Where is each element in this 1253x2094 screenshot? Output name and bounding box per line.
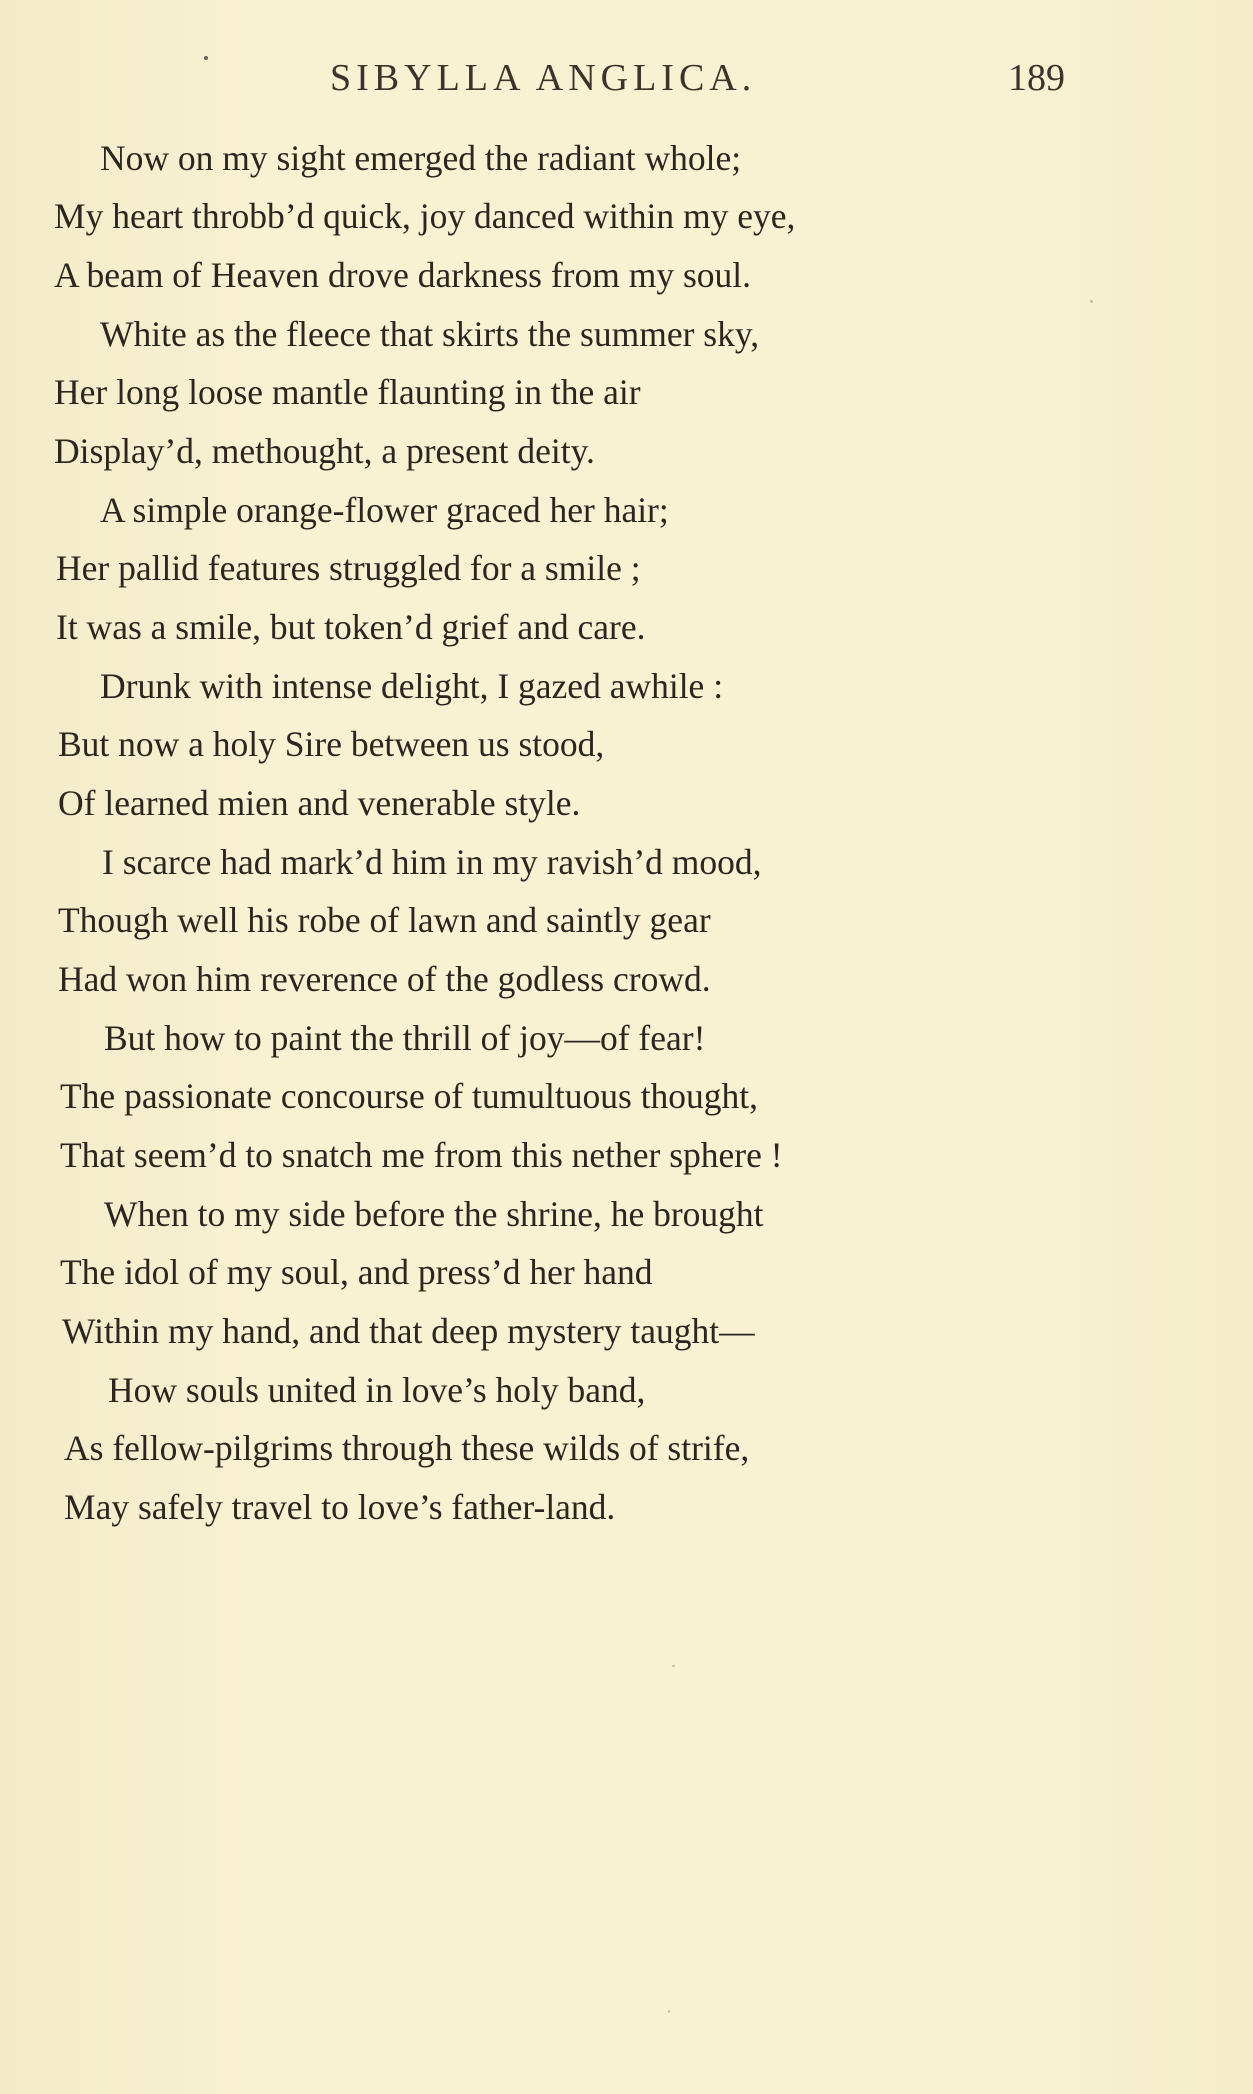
poem-line: Drunk with intense delight, I gazed awhile : — [100, 666, 724, 706]
poem-line: Though well his robe of lawn and saintly gear — [58, 900, 711, 940]
paper-speck — [672, 1665, 675, 1667]
poem-line: But now a holy Sire between us stood, — [58, 724, 605, 764]
poem-line: May safely travel to love’s father-land. — [64, 1487, 616, 1527]
poem-line: How souls united in love’s holy band, — [108, 1370, 646, 1410]
poem-line: As fellow-pilgrims through these wilds of strife, — [64, 1428, 750, 1468]
paper-speck — [668, 2010, 670, 2013]
poem-line: When to my side before the shrine, he brought — [104, 1194, 764, 1234]
poem-line: Had won him reverence of the godless crowd. — [58, 959, 711, 999]
running-title: SIBYLLA ANGLICA. — [330, 57, 757, 99]
poem-line: I scarce had mark’d him in my ravish’d mood, — [102, 842, 762, 882]
poem-line: That seem’d to snatch me from this nether sphere ! — [60, 1135, 783, 1175]
poem-line: My heart throbb’d quick, joy danced within my eye, — [54, 196, 796, 236]
poem-line: The idol of my soul, and press’d her hand — [60, 1252, 653, 1292]
poem-line: The passionate concourse of tumultuous thought, — [60, 1076, 759, 1116]
poem-line: Her long loose mantle flaunting in the air — [54, 372, 641, 412]
poem-line: Now on my sight emerged the radiant whole; — [100, 138, 742, 178]
poem-line: Within my hand, and that deep mystery taught— — [62, 1311, 755, 1351]
page-number: 189 — [1008, 57, 1065, 99]
poem-line: A simple orange-flower graced her hair; — [100, 490, 669, 530]
poem-line: Her pallid features struggled for a smile ; — [56, 548, 641, 588]
poem-line: It was a smile, but token’d grief and care. — [56, 607, 646, 647]
poem-line: A beam of Heaven drove darkness from my soul. — [54, 255, 751, 295]
running-head — [0, 52, 1253, 112]
paper-speck — [1090, 300, 1093, 303]
poem-line: Of learned mien and venerable style. — [58, 783, 581, 823]
poem-line: But how to paint the thrill of joy—of fear! — [104, 1018, 706, 1058]
ink-dot — [204, 56, 208, 60]
poem-line: White as the fleece that skirts the summer sky, — [100, 314, 760, 354]
poem-line: Display’d, methought, a present deity. — [54, 431, 595, 471]
